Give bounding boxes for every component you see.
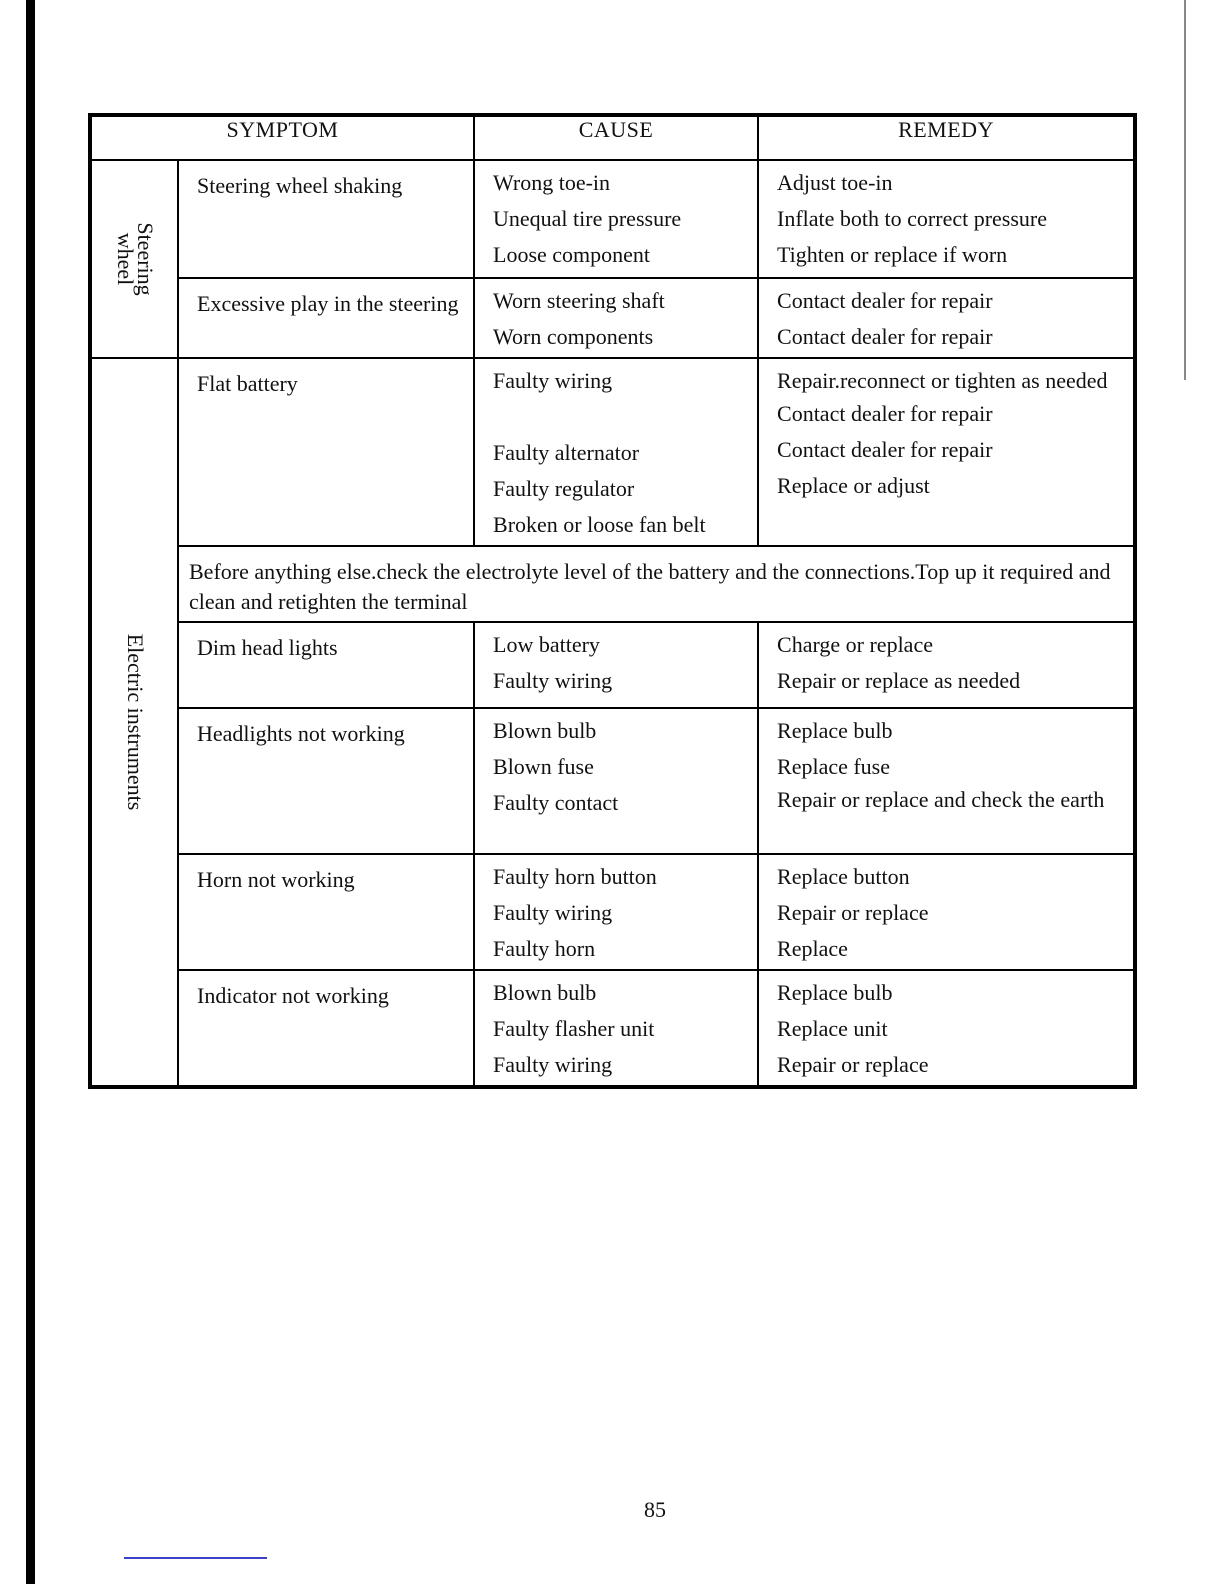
cause-cell: Blown bulb Faulty flasher unit Faulty wiring	[474, 970, 758, 1087]
header-symptom: SYMPTOM	[90, 115, 474, 160]
table-row	[90, 278, 1135, 358]
table-row	[90, 622, 1135, 708]
symptom-cell: Headlights not working	[178, 708, 474, 854]
symptom-cell: Horn not working	[178, 854, 474, 970]
page-number: 85	[644, 1497, 666, 1522]
table-row	[90, 970, 1135, 1087]
remedy-cell: Adjust toe-in Inflate both to correct pressure Tighten or replace if worn	[758, 160, 1135, 278]
table-row	[90, 160, 1135, 278]
symptom-cell: Flat battery	[178, 358, 474, 546]
right-margin-rule	[1184, 0, 1186, 380]
symptom-cell: Dim head lights	[178, 622, 474, 708]
cause-cell: Low battery Faulty wiring	[474, 622, 758, 708]
cause-cell: Wrong toe-in Unequal tire pressure Loose component	[474, 160, 758, 278]
remedy-cell: Replace bulb Replace fuse Repair or replace and check the earth	[758, 708, 1135, 854]
remedy-cell: Charge or replace Repair or replace as needed	[758, 622, 1135, 708]
symptom-cell: Indicator not working	[178, 970, 474, 1087]
category-label-electric: Electric instruments	[122, 633, 148, 811]
remedy-cell: Replace bulb Replace unit Repair or replace	[758, 970, 1135, 1087]
footnote-rule	[124, 1557, 267, 1559]
remedy-cell: Contact dealer for repair Contact dealer for repair	[758, 278, 1135, 358]
table-row	[90, 708, 1135, 854]
header-cause: CAUSE	[474, 115, 758, 160]
category-steering-wheel	[90, 160, 178, 358]
symptom-cell: Steering wheel shaking	[178, 160, 474, 278]
battery-note-row	[90, 546, 1135, 622]
cause-cell: Faulty wiring Faulty alternator Faulty regulator Broken or loose fan belt	[474, 358, 758, 546]
header-remedy: REMEDY	[758, 115, 1135, 160]
cause-cell: Blown bulb Blown fuse Faulty contact	[474, 708, 758, 854]
cause-cell: Worn steering shaft Worn components	[474, 278, 758, 358]
remedy-cell: Repair.reconnect or tighten as needed Contact dealer for repair Contact dealer for repair Replace or adjust	[758, 358, 1135, 546]
battery-note: Before anything else.check the electrolyte level of the battery and the connections.Top up it required and clean and retighten the terminal	[178, 546, 1135, 622]
cause-cell: Faulty horn button Faulty wiring Faulty horn	[474, 854, 758, 970]
troubleshooting-table	[88, 113, 1137, 1089]
left-margin-rule	[26, 0, 35, 1584]
table-header-row	[90, 115, 1135, 160]
table-row	[90, 854, 1135, 970]
table-row	[90, 358, 1135, 546]
remedy-cell: Replace button Repair or replace Replace	[758, 854, 1135, 970]
category-label-steering: Steering wheel	[112, 222, 158, 296]
symptom-cell: Excessive play in the steering	[178, 278, 474, 358]
category-electric-instruments	[90, 358, 178, 1087]
